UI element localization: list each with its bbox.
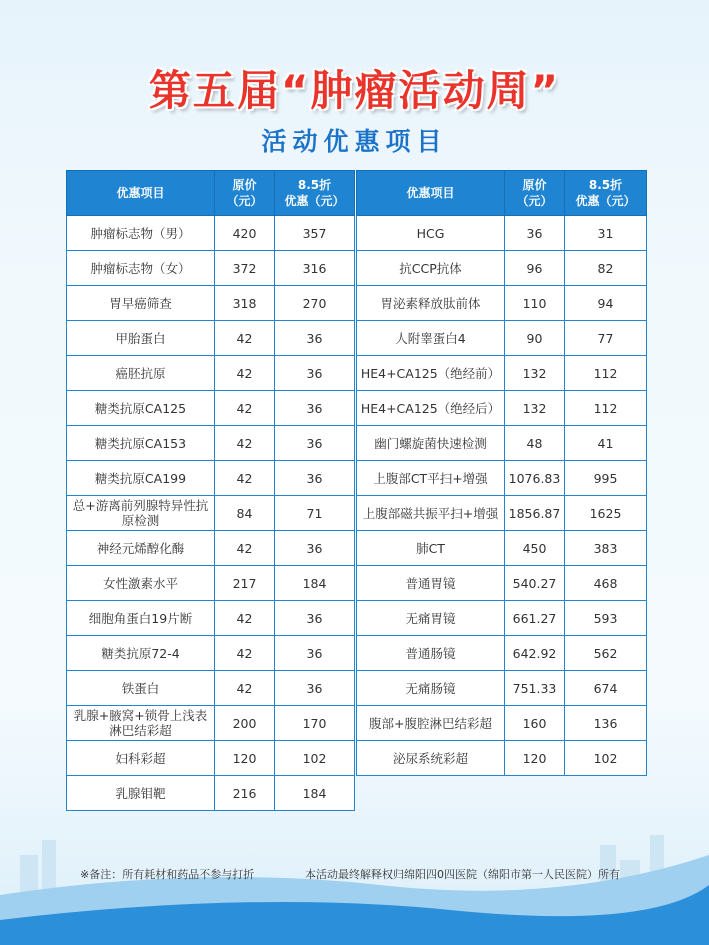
original-price-cell: 36 bbox=[505, 216, 565, 251]
table-row bbox=[357, 636, 647, 671]
item-name-cell: 糖类抗原CA125 bbox=[67, 391, 215, 426]
discount-price-cell: 357 bbox=[275, 216, 355, 251]
original-price-cell: 372 bbox=[215, 251, 275, 286]
original-price-cell: 642.92 bbox=[505, 636, 565, 671]
table-row bbox=[67, 461, 355, 496]
discount-price-cell: 41 bbox=[565, 426, 647, 461]
table-row bbox=[357, 321, 647, 356]
table-row bbox=[67, 776, 355, 811]
discount-price-cell: 468 bbox=[565, 566, 647, 601]
discount-price-cell: 36 bbox=[275, 321, 355, 356]
table-row bbox=[67, 531, 355, 566]
discount-price-cell: 170 bbox=[275, 706, 355, 741]
item-name-cell: 胃早癌筛查 bbox=[67, 286, 215, 321]
discount-price-cell: 1625 bbox=[565, 496, 647, 531]
table-row bbox=[67, 356, 355, 391]
item-name-cell: 肺CT bbox=[357, 531, 505, 566]
item-name-cell: 泌尿系统彩超 bbox=[357, 741, 505, 776]
item-name-cell: 上腹部CT平扫+增强 bbox=[357, 461, 505, 496]
item-name-cell: 糖类抗原CA153 bbox=[67, 426, 215, 461]
original-price-cell: 84 bbox=[215, 496, 275, 531]
table-row bbox=[67, 216, 355, 251]
table-row bbox=[67, 496, 355, 531]
original-price-cell: 42 bbox=[215, 321, 275, 356]
original-price-cell: 420 bbox=[215, 216, 275, 251]
table-row bbox=[357, 566, 647, 601]
item-name-cell: 女性激素水平 bbox=[67, 566, 215, 601]
original-price-cell: 751.33 bbox=[505, 671, 565, 706]
original-price-cell: 42 bbox=[215, 391, 275, 426]
discount-price-cell: 36 bbox=[275, 391, 355, 426]
column-header: 原价 （元） bbox=[505, 171, 565, 216]
discount-price-cell: 184 bbox=[275, 566, 355, 601]
page-subtitle: 活动优惠项目 bbox=[261, 127, 448, 156]
table-row bbox=[357, 531, 647, 566]
original-price-cell: 1856.87 bbox=[505, 496, 565, 531]
original-price-cell: 42 bbox=[215, 671, 275, 706]
original-price-cell: 160 bbox=[505, 706, 565, 741]
item-name-cell: 普通肠镜 bbox=[357, 636, 505, 671]
original-price-cell: 42 bbox=[215, 461, 275, 496]
discount-price-cell: 36 bbox=[275, 636, 355, 671]
item-name-cell: 细胞角蛋白19片断 bbox=[67, 601, 215, 636]
table-row bbox=[67, 286, 355, 321]
table-row bbox=[357, 356, 647, 391]
discount-price-cell: 383 bbox=[565, 531, 647, 566]
original-price-cell: 217 bbox=[215, 566, 275, 601]
table-row bbox=[67, 426, 355, 461]
original-price-cell: 661.27 bbox=[505, 601, 565, 636]
page-title: 第五届“肿瘤活动周” bbox=[148, 66, 561, 115]
table-row bbox=[67, 601, 355, 636]
column-header: 优惠项目 bbox=[357, 171, 505, 216]
table-row bbox=[67, 741, 355, 776]
original-price-cell: 216 bbox=[215, 776, 275, 811]
discount-price-cell: 136 bbox=[565, 706, 647, 741]
original-price-cell: 120 bbox=[505, 741, 565, 776]
column-header: 8.5折 优惠（元） bbox=[275, 171, 355, 216]
table-row bbox=[357, 671, 647, 706]
item-name-cell: 总+游离前列腺特异性抗原检测 bbox=[67, 496, 215, 531]
footer-rights: 本活动最终解释权归绵阳四0四医院（绵阳市第一人民医院）所有 bbox=[305, 868, 620, 881]
footer-note: ※备注：所有耗材和药品不参与打折 bbox=[80, 868, 255, 881]
table-row bbox=[357, 496, 647, 531]
table-row bbox=[357, 286, 647, 321]
table-row bbox=[67, 706, 355, 741]
item-name-cell: 乳腺+腋窝+锁骨上浅表淋巴结彩超 bbox=[67, 706, 215, 741]
discount-price-cell: 270 bbox=[275, 286, 355, 321]
table-row bbox=[67, 671, 355, 706]
discount-price-cell: 36 bbox=[275, 601, 355, 636]
original-price-cell: 42 bbox=[215, 356, 275, 391]
item-name-cell: 糖类抗原CA199 bbox=[67, 461, 215, 496]
item-name-cell: 妇科彩超 bbox=[67, 741, 215, 776]
discount-price-cell: 674 bbox=[565, 671, 647, 706]
item-name-cell: HCG bbox=[357, 216, 505, 251]
item-name-cell: 上腹部磁共振平扫+增强 bbox=[357, 496, 505, 531]
original-price-cell: 450 bbox=[505, 531, 565, 566]
discount-price-cell: 112 bbox=[565, 391, 647, 426]
original-price-cell: 110 bbox=[505, 286, 565, 321]
original-price-cell: 42 bbox=[215, 636, 275, 671]
item-name-cell: 无痛肠镜 bbox=[357, 671, 505, 706]
original-price-cell: 120 bbox=[215, 741, 275, 776]
table-row bbox=[357, 741, 647, 776]
table-row bbox=[67, 636, 355, 671]
discount-price-cell: 31 bbox=[565, 216, 647, 251]
original-price-cell: 42 bbox=[215, 601, 275, 636]
table-header-row bbox=[67, 171, 355, 216]
original-price-cell: 1076.83 bbox=[505, 461, 565, 496]
table-row bbox=[67, 321, 355, 356]
original-price-cell: 96 bbox=[505, 251, 565, 286]
discount-price-cell: 36 bbox=[275, 356, 355, 391]
item-name-cell: 抗CCP抗体 bbox=[357, 251, 505, 286]
discount-price-cell: 36 bbox=[275, 426, 355, 461]
table-row bbox=[357, 216, 647, 251]
table-row bbox=[67, 391, 355, 426]
item-name-cell: 肿瘤标志物（女） bbox=[67, 251, 215, 286]
item-name-cell: 糖类抗原72-4 bbox=[67, 636, 215, 671]
table-header-row bbox=[357, 171, 647, 216]
column-header: 8.5折 优惠（元） bbox=[565, 171, 647, 216]
discount-price-cell: 995 bbox=[565, 461, 647, 496]
table-row bbox=[357, 391, 647, 426]
item-name-cell: HE4+CA125（绝经前） bbox=[357, 356, 505, 391]
original-price-cell: 42 bbox=[215, 531, 275, 566]
discount-price-cell: 36 bbox=[275, 461, 355, 496]
discount-price-cell: 82 bbox=[565, 251, 647, 286]
right-price-table bbox=[356, 170, 647, 776]
table-row bbox=[357, 426, 647, 461]
item-name-cell: 神经元烯醇化酶 bbox=[67, 531, 215, 566]
item-name-cell: 腹部+腹腔淋巴结彩超 bbox=[357, 706, 505, 741]
item-name-cell: 乳腺钼靶 bbox=[67, 776, 215, 811]
discount-price-cell: 102 bbox=[275, 741, 355, 776]
column-header: 优惠项目 bbox=[67, 171, 215, 216]
item-name-cell: 癌胚抗原 bbox=[67, 356, 215, 391]
original-price-cell: 90 bbox=[505, 321, 565, 356]
discount-price-cell: 71 bbox=[275, 496, 355, 531]
original-price-cell: 48 bbox=[505, 426, 565, 461]
left-price-table bbox=[66, 170, 355, 811]
discount-price-cell: 593 bbox=[565, 601, 647, 636]
original-price-cell: 318 bbox=[215, 286, 275, 321]
table-row bbox=[357, 706, 647, 741]
table-row bbox=[67, 251, 355, 286]
original-price-cell: 132 bbox=[505, 391, 565, 426]
column-header: 原价 （元） bbox=[215, 171, 275, 216]
table-row bbox=[357, 251, 647, 286]
discount-price-cell: 562 bbox=[565, 636, 647, 671]
discount-price-cell: 316 bbox=[275, 251, 355, 286]
discount-price-cell: 36 bbox=[275, 671, 355, 706]
original-price-cell: 540.27 bbox=[505, 566, 565, 601]
discount-price-cell: 112 bbox=[565, 356, 647, 391]
item-name-cell: HE4+CA125（绝经后） bbox=[357, 391, 505, 426]
discount-price-cell: 94 bbox=[565, 286, 647, 321]
original-price-cell: 132 bbox=[505, 356, 565, 391]
item-name-cell: 甲胎蛋白 bbox=[67, 321, 215, 356]
item-name-cell: 普通胃镜 bbox=[357, 566, 505, 601]
item-name-cell: 肿瘤标志物（男） bbox=[67, 216, 215, 251]
background-wave bbox=[0, 825, 709, 945]
original-price-cell: 42 bbox=[215, 426, 275, 461]
discount-price-cell: 184 bbox=[275, 776, 355, 811]
table-row bbox=[67, 566, 355, 601]
item-name-cell: 铁蛋白 bbox=[67, 671, 215, 706]
discount-price-cell: 36 bbox=[275, 531, 355, 566]
table-row bbox=[357, 461, 647, 496]
discount-price-cell: 102 bbox=[565, 741, 647, 776]
item-name-cell: 幽门螺旋菌快速检测 bbox=[357, 426, 505, 461]
original-price-cell: 200 bbox=[215, 706, 275, 741]
item-name-cell: 无痛胃镜 bbox=[357, 601, 505, 636]
item-name-cell: 人附睾蛋白4 bbox=[357, 321, 505, 356]
table-row bbox=[357, 601, 647, 636]
discount-price-cell: 77 bbox=[565, 321, 647, 356]
item-name-cell: 胃泌素释放肽前体 bbox=[357, 286, 505, 321]
